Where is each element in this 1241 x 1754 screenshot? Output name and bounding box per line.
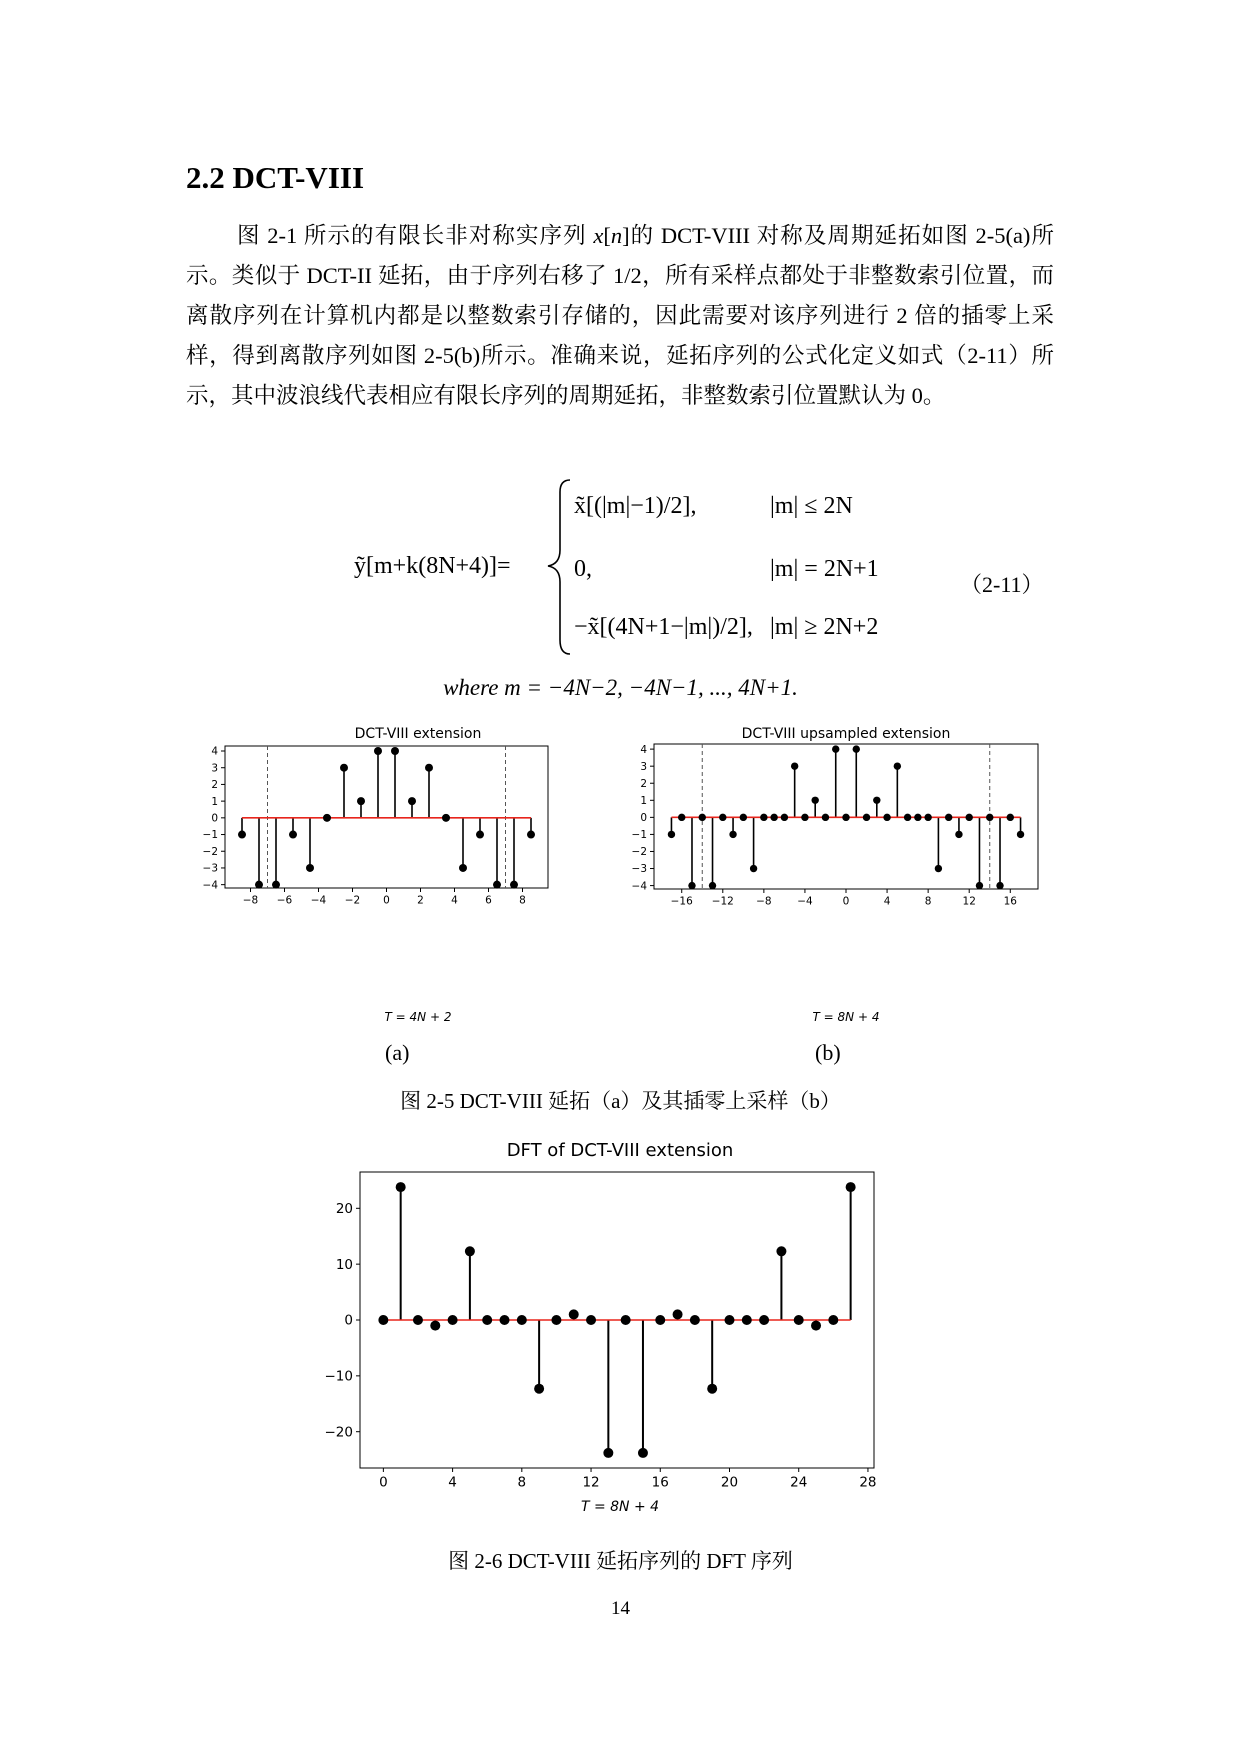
x-tick-label: 8 (519, 894, 526, 907)
body-paragraph (186, 216, 1054, 416)
stem-marker (551, 1315, 561, 1325)
x-tick-label: 0 (379, 1474, 388, 1491)
x-tick-label: 4 (883, 895, 891, 908)
stem-marker (482, 1315, 492, 1325)
chart-title: DCT-VIII upsampled extension (741, 726, 951, 742)
chart-title: DCT-VIII extension (354, 726, 482, 742)
stem-marker (1007, 814, 1014, 821)
stem-marker (678, 814, 685, 821)
stem-marker (699, 814, 706, 821)
equation-graphic (0, 470, 1241, 670)
figure-2-6-caption: 图 2-6 DCT-VIII 延拓序列的 DFT 序列 (448, 1549, 793, 1573)
stem-marker (517, 1315, 527, 1325)
y-tick-label: 2 (211, 779, 218, 792)
stem-marker (476, 831, 484, 839)
stem-marker (724, 1315, 734, 1325)
stem-marker (750, 865, 757, 872)
brace-icon (548, 480, 570, 654)
stem-marker (904, 814, 911, 821)
x-tick-label: −6 (276, 894, 293, 907)
stem-marker (408, 797, 416, 805)
y-tick-label: −3 (631, 863, 647, 876)
chart-xlabel: T = 8N + 4 (812, 1010, 880, 1024)
x-tick-label: 0 (842, 895, 850, 908)
fig25-label-a: (a) (385, 1040, 410, 1065)
stem-marker (323, 814, 331, 822)
chart-dct8-upsampled-extension (618, 718, 1048, 1030)
x-tick-label: −8 (756, 895, 772, 908)
stem-marker (459, 864, 467, 872)
x-tick-label: 16 (651, 1474, 669, 1491)
x-tick-label: −4 (310, 894, 327, 907)
y-tick-label: 0 (211, 812, 218, 825)
stem-marker (828, 1315, 838, 1325)
y-tick-label: 3 (640, 760, 647, 773)
stem-marker (822, 814, 829, 821)
para-seg-bracket: [ (603, 223, 611, 248)
y-tick-label: −1 (202, 829, 218, 842)
x-tick-label: 16 (1003, 895, 1017, 908)
y-tick-label: −2 (631, 846, 647, 859)
x-tick-label: 2 (417, 894, 424, 907)
x-tick-label: −8 (242, 894, 259, 907)
x-tick-label: 8 (924, 895, 932, 908)
y-tick-label: −1 (631, 829, 647, 842)
case1-condition: |m| ≤ 2N (770, 493, 853, 519)
x-tick-label: 24 (790, 1474, 808, 1491)
stem-marker (760, 814, 767, 821)
stem-marker (914, 814, 921, 821)
stem-marker (357, 797, 365, 805)
stem-marker (729, 831, 736, 838)
axes-frame (225, 746, 548, 888)
stem-marker (811, 797, 818, 804)
stem-marker (396, 1182, 406, 1192)
stem-marker (569, 1309, 579, 1319)
y-tick-label: −20 (324, 1424, 353, 1441)
stem-marker (924, 814, 931, 821)
stem-marker (378, 1315, 388, 1325)
para-seg-main: ]的 DCT-VIII 对称及周期延拓如图 2-5(a)所示。类似于 DCT-II 延拓，由于序列右移了 1/2，所有采样点都处于非整数索引位置，而离散序列在计算机内都是以整数索引存储的，因此需要对该序列进行 2 倍的插零上采样，得到离散序列如图 2-5(b)所示。准确来说，延拓序列的公式化定义如式（2-11）所示，其中波浪线代表相应有限长序列的周期延拓，非整数索引位置默认为 0。 (186, 223, 1054, 408)
y-tick-label: −4 (631, 880, 647, 893)
x-tick-label: 8 (517, 1474, 527, 1491)
stem-marker (425, 764, 433, 772)
stem-marker (781, 814, 788, 821)
stem-marker (707, 1384, 717, 1394)
stem-marker (986, 814, 993, 821)
stem-marker (448, 1315, 458, 1325)
stem-marker (638, 1448, 648, 1458)
stem-marker (413, 1315, 423, 1325)
stem-marker (894, 762, 901, 769)
chart-dct8-extension (195, 718, 630, 1030)
x-tick-label: −4 (797, 895, 813, 908)
y-tick-label: 20 (335, 1201, 353, 1218)
stem-marker (391, 747, 399, 755)
y-tick-label: −3 (202, 862, 218, 875)
stem-marker (945, 814, 952, 821)
para-seg-x: x (593, 223, 604, 248)
chart-title: DFT of DCT-VIII extension (506, 1140, 734, 1161)
stem-marker (873, 797, 880, 804)
stem-marker (621, 1315, 631, 1325)
x-tick-label: 4 (451, 894, 458, 907)
stem-marker (776, 1246, 786, 1256)
case3-condition: |m| ≥ 2N+2 (770, 614, 879, 640)
y-tick-label: −2 (202, 845, 218, 858)
stem-marker (603, 1448, 613, 1458)
stem-marker (719, 814, 726, 821)
case1-value: x̃[(|m|−1)/2], (574, 493, 697, 519)
stem-marker (690, 1315, 700, 1325)
y-tick-label: 0 (344, 1312, 353, 1329)
x-tick-label: 0 (383, 894, 390, 907)
stem-marker (430, 1321, 440, 1331)
stem-marker (794, 1315, 804, 1325)
stem-marker (238, 831, 246, 839)
y-tick-label: 0 (640, 812, 647, 825)
stem-marker (673, 1309, 683, 1319)
x-tick-label: 6 (485, 894, 492, 907)
stem-marker (770, 814, 777, 821)
stem-marker (709, 882, 716, 889)
stem-marker (846, 1182, 856, 1192)
x-tick-label: −2 (344, 894, 361, 907)
stem-marker (811, 1321, 821, 1331)
stem-marker (740, 814, 747, 821)
stem-marker (289, 831, 297, 839)
stem-marker (955, 831, 962, 838)
chart-dft-dct8-extension (320, 1128, 880, 1518)
x-tick-label: −16 (670, 895, 693, 908)
stem-marker (801, 814, 808, 821)
stem-marker (500, 1315, 510, 1325)
y-tick-label: −10 (324, 1368, 353, 1385)
stem-marker (1017, 831, 1024, 838)
stem-marker (534, 1384, 544, 1394)
y-tick-label: 1 (640, 794, 647, 807)
stem-marker (655, 1315, 665, 1325)
stem-marker (853, 745, 860, 752)
stem-marker (996, 882, 1003, 889)
equation-where: where m = −4N−2, −4N−1, ..., 4N+1. (443, 675, 798, 700)
para-seg-n: n (610, 223, 623, 248)
stem-marker (340, 764, 348, 772)
case2-condition: |m| = 2N+1 (770, 556, 879, 582)
x-tick-label: 12 (582, 1474, 600, 1491)
stem-marker (272, 881, 280, 889)
stem-marker (255, 881, 263, 889)
stem-marker (586, 1315, 596, 1325)
y-tick-label: 10 (335, 1256, 353, 1273)
stem-marker (883, 814, 890, 821)
y-tick-label: 1 (211, 795, 218, 808)
stem-marker (842, 814, 849, 821)
chart-xlabel: T = 4N + 2 (384, 1010, 452, 1024)
stem-marker (465, 1246, 475, 1256)
stem-marker (668, 831, 675, 838)
y-tick-label: 4 (640, 743, 647, 756)
equation-number: （2-11） (960, 572, 1044, 597)
y-tick-label: −4 (202, 879, 218, 892)
y-tick-label: 2 (640, 777, 647, 790)
stem-marker (966, 814, 973, 821)
page-number: 14 (611, 1598, 630, 1619)
x-tick-label: 28 (859, 1474, 877, 1491)
x-tick-label: 12 (962, 895, 976, 908)
y-tick-label: 3 (211, 762, 218, 775)
equation-2-11 (0, 470, 1241, 710)
stem-marker (791, 762, 798, 769)
x-tick-label: 20 (720, 1474, 739, 1491)
stem-marker (493, 881, 501, 889)
stem-marker (442, 814, 450, 822)
stem-marker (832, 745, 839, 752)
stem-marker (759, 1315, 769, 1325)
stem-marker (742, 1315, 752, 1325)
y-tick-label: 4 (211, 745, 218, 758)
figure-2-5-caption: 图 2-5 DCT-VIII 延拓（a）及其插零上采样（b） (400, 1089, 841, 1113)
chart-xlabel: T = 8N + 4 (580, 1499, 660, 1515)
stem-marker (935, 865, 942, 872)
stem-marker (510, 881, 518, 889)
case2-value: 0, (574, 556, 592, 582)
stem-marker (527, 831, 535, 839)
stem-marker (688, 882, 695, 889)
stem-marker (374, 747, 382, 755)
stem-marker (863, 814, 870, 821)
equation-lhs: ỹ[m+k(8N+4)]= (354, 553, 511, 579)
stem-marker (976, 882, 983, 889)
section-heading: 2.2 DCT-VIII (186, 160, 365, 195)
x-tick-label: 4 (448, 1474, 457, 1491)
fig25-label-b: (b) (815, 1040, 841, 1065)
x-tick-label: −12 (711, 895, 734, 908)
para-seg-1: 图 2-1 所示的有限长非对称实序列 (237, 223, 594, 248)
stem-marker (306, 864, 314, 872)
case3-value: −x̃[(4N+1−|m|)/2], (574, 614, 753, 640)
